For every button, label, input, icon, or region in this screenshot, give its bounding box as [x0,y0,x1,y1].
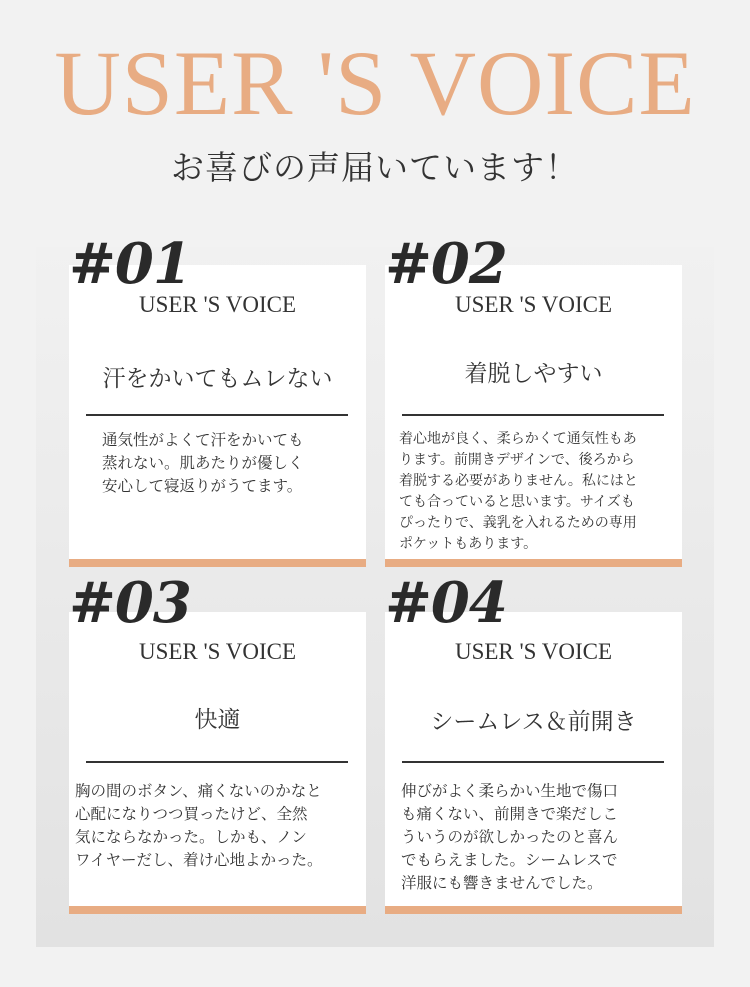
card-heading: 着脱しやすい [464,361,603,387]
card-number-1: #01 [69,231,191,297]
page-subtitle: お喜びの声届いています！ [171,148,579,187]
card-heading: 汗をかいてもムレない [102,366,333,392]
card-heading: シームレス＆前開き [430,709,637,735]
card-body: 伸びがよく柔らかい生地で傷口 も痛くない、前開きで楽だしこ ういうのが欲しかったのと喜ん でもらえました。シームレスで 洋服にも響きませんでした。 [401,782,619,892]
testimonial-card-1 [69,265,366,567]
card-body: 通気性がよくて汗をかいても 蒸れない。肌あたりが優しく 安心して寝返りがうてます。 [102,431,304,495]
testimonial-card-4 [385,612,682,914]
card-label: USER 'S VOICE [138,639,297,664]
card-heading: 快適 [194,707,241,733]
card-body: 着心地が良く、柔らかくて通気性もあ ります。前開きデザインで、後ろから 着脱する必要がありません。私にはと ても合っていると思います。サイズも ぴったりで、義乳を入れるための専用 ポケットもあります。 [399,431,638,552]
card-label: USER 'S VOICE [138,292,297,317]
card-divider [402,414,664,416]
card-number-2: #02 [385,231,507,297]
card-label: USER 'S VOICE [454,639,613,664]
card-divider [86,761,348,763]
page-title: USER 'S VOICE [54,32,696,134]
testimonial-card-3 [69,612,366,914]
testimonial-card-2 [385,265,682,567]
card-label: USER 'S VOICE [454,292,613,317]
card-divider [402,761,664,763]
card-number-4: #04 [385,570,507,636]
card-divider [86,414,348,416]
card-number-3: #03 [69,570,191,636]
card-body: 胸の間のボタン、痛くないのかなと 心配になりつつ買ったけど、全然 気にならなかった。しかも、ノン ワイヤーだし、着け心地よかった。 [75,782,323,869]
